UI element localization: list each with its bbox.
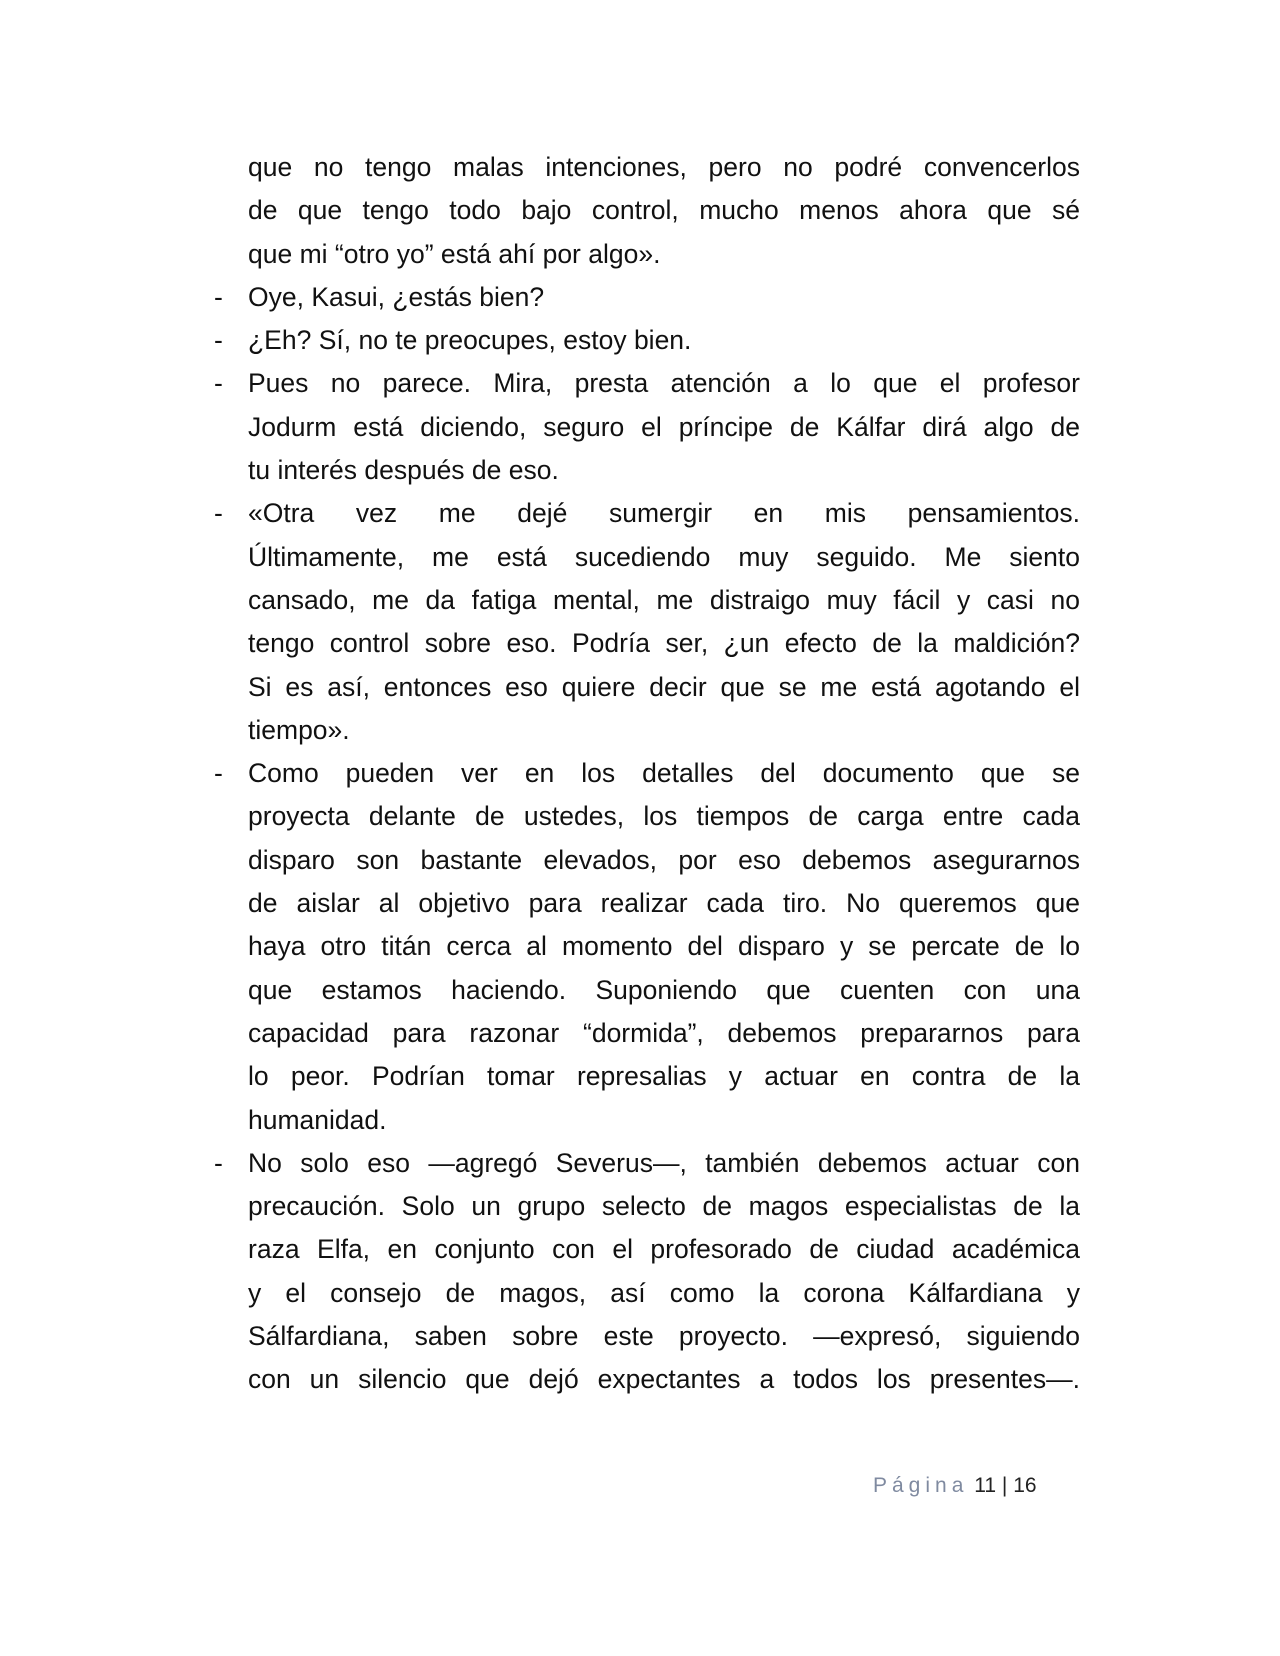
text-line: haya otro titán cerca al momento del disparo y se percate de lo (248, 931, 1080, 962)
dialogue-dash: - (214, 368, 223, 399)
paragraph (214, 146, 1080, 276)
text-line: precaución. Solo un grupo selecto de magos especialistas de la (248, 1191, 1080, 1222)
text-line: con un silencio que dejó expectantes a todos los presentes—. (248, 1364, 1080, 1395)
text-line: «Otra vez me dejé sumergir en mis pensamientos. (248, 498, 1080, 529)
dialogue-dash: - (214, 498, 223, 529)
text-line: Pues no parece. Mira, presta atención a lo que el profesor (248, 368, 1080, 399)
dialogue-dash: - (214, 325, 223, 356)
paragraph (214, 362, 1080, 492)
text-line: de aislar al objetivo para realizar cada tiro. No queremos que (248, 888, 1080, 919)
page-footer (873, 1474, 1037, 1498)
text-line: ¿Eh? Sí, no te preocupes, estoy bien. (248, 325, 692, 356)
text-line: humanidad. (248, 1104, 387, 1135)
text-line: capacidad para razonar “dormida”, debemos prepararnos para (248, 1017, 1080, 1048)
text-line: Jodurm está diciendo, seguro el príncipe de Kálfar dirá algo de (248, 411, 1080, 442)
text-line: lo peor. Podrían tomar represalias y actuar en contra de la (248, 1061, 1080, 1092)
paragraph (214, 752, 1080, 1142)
text-line: proyecta delante de ustedes, los tiempos de carga entre cada (248, 801, 1080, 832)
text-line: y el consejo de magos, así como la corona Kálfardiana y (248, 1277, 1080, 1308)
text-line: que estamos haciendo. Suponiendo que cuenten con una (248, 974, 1080, 1005)
text-line: tiempo». (248, 714, 350, 745)
paragraph (214, 319, 1080, 362)
text-line: tengo control sobre eso. Podría ser, ¿un efecto de la maldición? (248, 628, 1080, 659)
text-line: de que tengo todo bajo control, mucho menos ahora que sé (248, 195, 1080, 226)
page-total: 16 (1013, 1474, 1037, 1497)
dialogue-dash: - (214, 758, 223, 789)
text-line: tu interés después de eso. (248, 455, 559, 486)
page-number: 11 (974, 1474, 997, 1497)
text-line: Sálfardiana, saben sobre este proyecto. —expresó, siguiendo (248, 1321, 1080, 1352)
text-line: que mi “otro yo” está ahí por algo». (248, 238, 661, 269)
document-body (214, 146, 1080, 1402)
text-line: No solo eso —agregó Severus—, también debemos actuar con (248, 1147, 1080, 1178)
page-label: Página (873, 1474, 969, 1497)
text-line: que no tengo malas intenciones, pero no podré convencerlos (248, 152, 1080, 182)
text-line: Últimamente, me está sucediendo muy seguido. Me siento (248, 541, 1080, 572)
text-line: Como pueden ver en los detalles del documento que se (248, 758, 1080, 789)
paragraph (214, 492, 1080, 752)
dialogue-dash: - (214, 1147, 223, 1178)
page-separator: | (1001, 1474, 1008, 1497)
text-line: Si es así, entonces eso quiere decir que se me está agotando el (248, 671, 1080, 702)
dialogue-dash: - (214, 281, 223, 312)
text-line: raza Elfa, en conjunto con el profesorado de ciudad académica (248, 1234, 1080, 1265)
paragraph (214, 1142, 1080, 1402)
text-line: Oye, Kasui, ¿estás bien? (248, 281, 545, 312)
text-line: disparo son bastante elevados, por eso debemos asegurarnos (248, 844, 1080, 875)
paragraph (214, 276, 1080, 319)
text-line: cansado, me da fatiga mental, me distraigo muy fácil y casi no (248, 584, 1080, 615)
